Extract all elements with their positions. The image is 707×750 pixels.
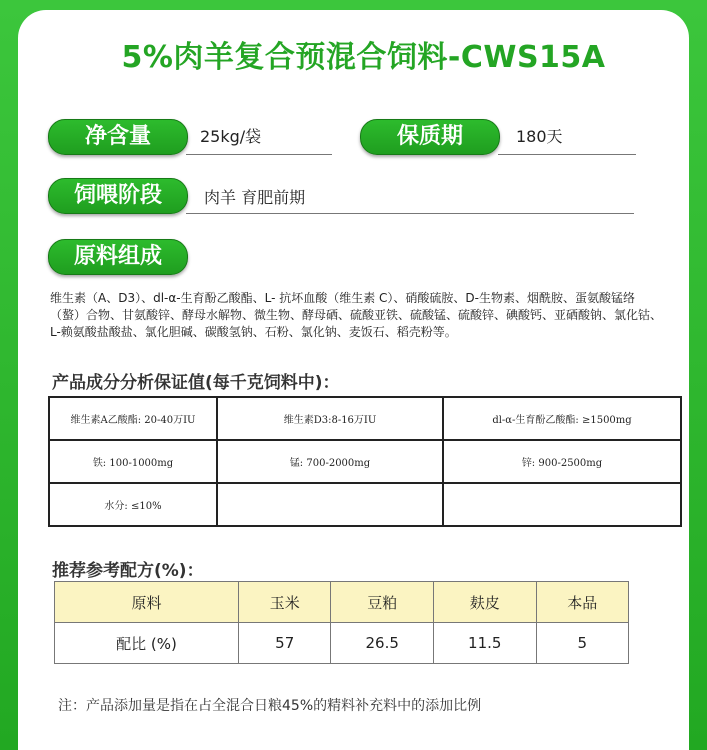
analysis-cell: 锰: 700-2000mg [217, 440, 443, 483]
formula-cell: 57 [239, 623, 331, 664]
formula-heading: 推荐参考配方(%)： [52, 561, 204, 581]
formula-header: 麸皮 [433, 582, 536, 623]
analysis-cell: 维生素D3:8-16万IU [217, 397, 443, 440]
formula-header: 豆粕 [331, 582, 434, 623]
net-content-label: 净含量 [48, 119, 188, 155]
feeding-stage-label: 饲喂阶段 [48, 178, 188, 214]
shelf-life-value: 180天 [516, 127, 563, 146]
table-row [55, 582, 629, 623]
table-row [55, 623, 629, 664]
formula-header: 本品 [536, 582, 628, 623]
analysis-cell [217, 483, 443, 526]
feeding-stage-underline [186, 213, 634, 214]
product-card [18, 10, 689, 750]
formula-cell: 11.5 [433, 623, 536, 664]
ingredients-text: 维生素（A、D3）、dl-α-生育酚乙酸酯、L- 抗坏血酸（维生素 C）、硝酸硫胺、D-生物素、烟酰胺、蛋氨酸锰络（螯）合物、甘氨酸锌、酵母水解物、微生物、酵母硒、硫酸亚铁、硫酸锰、硫酸锌、碘酸钙、亚硒酸钠、氯化钴、L-赖氨酸盐酸盐、氯化胆碱、碳酸氢钠、石粉、氯化钠、麦饭石、稻壳粉等。 [50, 291, 663, 339]
formula-header: 玉米 [239, 582, 331, 623]
ingredients-label: 原料组成 [48, 239, 188, 275]
net-content-value: 25kg/袋 [200, 127, 262, 146]
analysis-cell: 锌: 900-2500mg [443, 440, 681, 483]
net-content-underline [186, 154, 332, 155]
table-row [49, 397, 681, 440]
analysis-cell: 水分: ≤10% [49, 483, 217, 526]
analysis-cell: 铁: 100-1000mg [49, 440, 217, 483]
analysis-heading: 产品成分分析保证值(每千克饲料中)： [52, 373, 340, 393]
feeding-stage-value: 肉羊 育肥前期 [204, 188, 306, 207]
analysis-cell: dl-α-生育酚乙酸酯: ≥1500mg [443, 397, 681, 440]
table-row [49, 483, 681, 526]
footnote: 注：产品添加量是指在占全混合日粮45%的精料补充料中的添加比例 [58, 698, 482, 714]
formula-table [54, 581, 629, 664]
formula-header: 原料 [55, 582, 239, 623]
product-title: 5%肉羊复合预混合饲料-CWS15A [121, 40, 606, 75]
analysis-cell: 维生素A乙酸酯: 20-40万IU [49, 397, 217, 440]
formula-cell: 26.5 [331, 623, 434, 664]
analysis-cell [443, 483, 681, 526]
shelf-life-underline [498, 154, 636, 155]
formula-cell: 5 [536, 623, 628, 664]
shelf-life-label: 保质期 [360, 119, 500, 155]
formula-cell: 配比 (%) [55, 623, 239, 664]
table-row [49, 440, 681, 483]
analysis-table [48, 396, 682, 527]
